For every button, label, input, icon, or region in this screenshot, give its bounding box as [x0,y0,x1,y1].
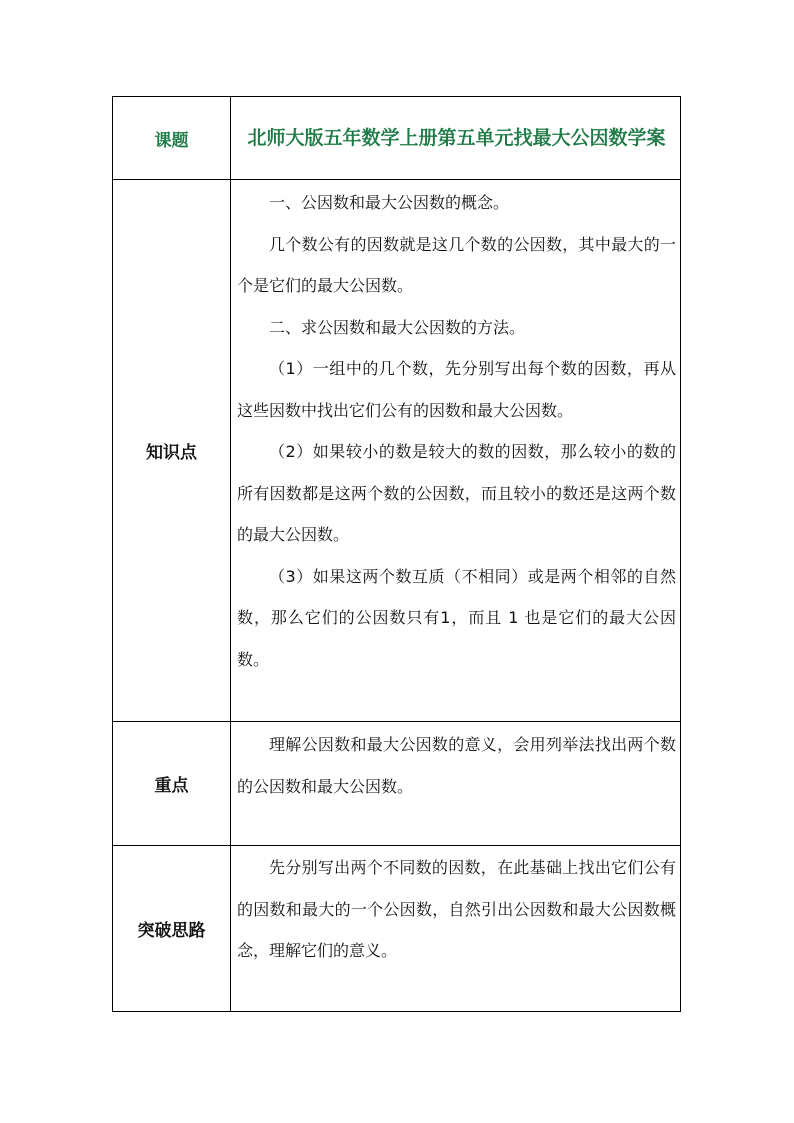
knowledge-paragraph: 一、公因数和最大公因数的概念。 [269,193,510,212]
knowledge-paragraph: 几个数公有的因数就是这几个数的公因数，其中最大的一个是它们的最大公因数。 [237,234,676,295]
knowledge-row [113,180,681,722]
knowledge-paragraph: （3）如果这两个数互质（不相同）或是两个相邻的自然数，那么它们的公因数只有1，而且 1 也是它们的最大公因数。 [237,566,676,669]
knowledge-paragraph: 二、求公因数和最大公因数的方法。 [269,317,526,337]
title-row [113,97,681,180]
knowledge-paragraph: （1）一组中的几个数，先分别写出每个数的因数，再从这些因数中找出它们公有的因数和最大公因数。 [237,359,676,420]
focus-content [231,722,681,846]
breakthrough-row [113,846,681,1012]
lesson-title: 北师大版五年数学上册第五单元找最大公因数学案 [231,97,681,180]
knowledge-content [231,180,681,722]
focus-paragraph: 理解公因数和最大公因数的意义，会用列举法找出两个数的公因数和最大公因数。 [237,735,676,796]
knowledge-paragraph: （2）如果较小的数是较大的数的因数，那么较小的数的所有因数都是这两个数的公因数，而且较小的数还是这两个数的最大公因数。 [237,442,676,544]
breakthrough-paragraph: 先分别写出两个不同数的因数，在此基础上找出它们公有的因数和最大的一个公因数，自然引出公因数和最大公因数概念，理解它们的意义。 [237,858,676,960]
breakthrough-label: 突破思路 [113,846,231,1012]
breakthrough-content [231,846,681,1012]
focus-label: 重点 [113,722,231,846]
lesson-plan-table [112,96,681,1012]
knowledge-label: 知识点 [113,180,231,722]
title-label: 课题 [113,97,231,180]
focus-row [113,722,681,846]
